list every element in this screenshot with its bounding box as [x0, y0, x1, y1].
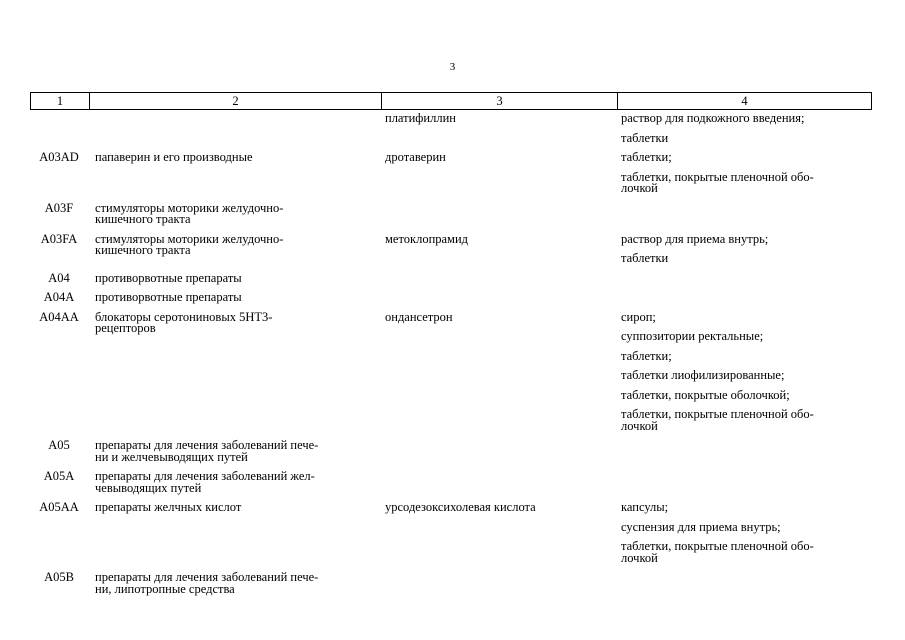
table-row — [30, 152, 872, 195]
atc-code-cell-text: A04AA — [39, 309, 79, 324]
drug-name-cell-text: дротаверин — [385, 150, 446, 164]
atc-code-cell — [30, 113, 88, 144]
atc-code-cell-text: A03F — [44, 200, 74, 215]
atc-code-cell-text: A05B — [44, 570, 74, 584]
drug-name-cell-text: ондансетрон — [385, 309, 453, 324]
atc-code-cell — [30, 231, 88, 265]
drug-name-cell — [380, 231, 616, 265]
pharmacological-group-cell — [88, 231, 380, 265]
atc-code-cell — [30, 502, 88, 564]
atc-code-cell — [30, 292, 88, 304]
dosage-form: таблетки — [621, 130, 669, 145]
pharmacological-group-cell-text: противорвотные препараты — [95, 290, 242, 304]
pharmacological-group-cell-text: препараты для лечения заболеваний пече- ни, липотропные средства — [95, 570, 319, 596]
table-row — [30, 231, 872, 265]
pharmacological-group-cell-text: препараты для лечения заболеваний жел- чевыводящих путей — [95, 469, 315, 495]
drug-name-cell — [380, 502, 616, 564]
drug-name-cell — [380, 113, 616, 144]
table-row — [30, 572, 872, 595]
atc-code-cell-text: A04 — [48, 270, 70, 285]
dosage-form: таблетки, покрытые оболочкой; — [621, 387, 790, 402]
dosage-forms-cell — [616, 273, 870, 285]
pharmacological-group-cell — [88, 113, 380, 144]
atc-code-cell — [30, 152, 88, 195]
pharmacological-group-cell — [88, 471, 380, 494]
pharmacological-group-cell-text: папаверин и его производные — [95, 150, 253, 164]
pharmacological-group-cell-text: препараты для лечения заболеваний пече- ни и желчевыводящих путей — [95, 438, 319, 464]
pharmacological-group-cell — [88, 309, 380, 433]
column-header-2: 2 — [89, 93, 381, 109]
dosage-form: таблетки, покрытые пленочной обо- лочкой — [621, 407, 814, 433]
atc-code-cell — [30, 471, 88, 494]
dosage-forms-cell — [616, 203, 870, 226]
atc-code-cell — [30, 440, 88, 463]
pharmacological-group-cell — [88, 440, 380, 463]
atc-code-cell-text: A05AA — [39, 500, 79, 514]
table-row — [30, 270, 872, 285]
pharmacological-group-cell — [88, 572, 380, 595]
dosage-form: таблетки, покрытые пленочной обо- лочкой — [621, 539, 814, 565]
dosage-forms-cell — [616, 440, 870, 463]
drug-name-cell-text: платифиллин — [385, 111, 456, 125]
drug-name-cell-text: урсодезоксихолевая кислота — [385, 500, 536, 514]
dosage-form: таблетки; — [621, 150, 672, 164]
dosage-form: раствор для приема внутрь; — [621, 231, 769, 246]
dosage-forms-cell — [616, 309, 870, 433]
atc-code-cell — [30, 270, 88, 285]
dosage-form: капсулы; — [621, 500, 669, 514]
dosage-form: суппозитории ректальные; — [621, 329, 764, 343]
pharmacological-group-cell-text: стимуляторы моторики желудочно- кишечного тракта — [95, 231, 284, 257]
drug-name-cell-text: метоклопрамид — [385, 231, 469, 246]
atc-code-cell-text: A05A — [43, 469, 75, 483]
dosage-forms-cell — [616, 231, 870, 265]
dosage-forms-cell — [616, 292, 870, 304]
drug-name-cell — [380, 572, 616, 595]
pharmacological-group-cell-text: противорвотные препараты — [95, 270, 242, 285]
dosage-form: раствор для подкожного введения; — [621, 111, 805, 125]
pharmacological-group-cell-text: стимуляторы моторики желудочно- кишечного тракта — [95, 200, 284, 226]
dosage-forms-cell — [616, 152, 870, 195]
pharmacological-group-cell — [88, 292, 380, 304]
pharmacological-group-cell — [88, 270, 380, 285]
dosage-form: таблетки, покрытые пленочной обо- лочкой — [621, 169, 814, 195]
pharmacological-group-cell — [88, 152, 380, 195]
drug-name-cell — [380, 440, 616, 463]
drug-table — [30, 92, 872, 603]
atc-code-cell-text: A04A — [43, 290, 75, 304]
dosage-form: суспензия для приема внутрь; — [621, 519, 781, 534]
dosage-form: таблетки; — [621, 348, 672, 363]
atc-code-cell-text: A05 — [48, 438, 70, 452]
table-row — [30, 440, 872, 463]
column-header-3: 3 — [381, 93, 617, 109]
dosage-forms-cell — [616, 113, 870, 144]
page-number: 3 — [449, 61, 456, 73]
dosage-form: сироп; — [621, 309, 656, 324]
drug-name-cell — [380, 309, 616, 433]
table-row — [30, 471, 872, 494]
dosage-forms-cell — [616, 502, 870, 564]
drug-name-cell — [380, 273, 616, 285]
drug-name-cell — [380, 203, 616, 226]
column-header-1: 1 — [56, 94, 64, 108]
atc-code-cell-text: A03FA — [40, 231, 78, 246]
table-header-row — [30, 92, 872, 110]
table-row — [30, 292, 872, 304]
dosage-form: таблетки — [621, 251, 669, 265]
pharmacological-group-cell — [88, 502, 380, 564]
table-body — [30, 113, 872, 595]
table-row — [30, 200, 872, 226]
drug-name-cell — [380, 471, 616, 494]
column-header-4: 4 — [617, 93, 871, 109]
drug-name-cell — [380, 152, 616, 195]
atc-code-cell — [30, 200, 88, 226]
table-row — [30, 502, 872, 564]
drug-name-cell — [380, 292, 616, 304]
table-row — [30, 309, 872, 433]
atc-code-cell — [30, 309, 88, 433]
atc-code-cell — [30, 572, 88, 595]
pharmacological-group-cell-text: препараты желчных кислот — [95, 500, 242, 514]
pharmacological-group-cell-text: блокаторы серотониновых 5HT3- рецепторов — [95, 309, 273, 335]
pharmacological-group-cell — [88, 200, 380, 226]
dosage-form: таблетки лиофилизированные; — [621, 368, 785, 382]
atc-code-cell-text: A03AD — [39, 150, 79, 164]
table-row — [30, 113, 872, 144]
dosage-forms-cell — [616, 471, 870, 494]
dosage-forms-cell — [616, 572, 870, 595]
